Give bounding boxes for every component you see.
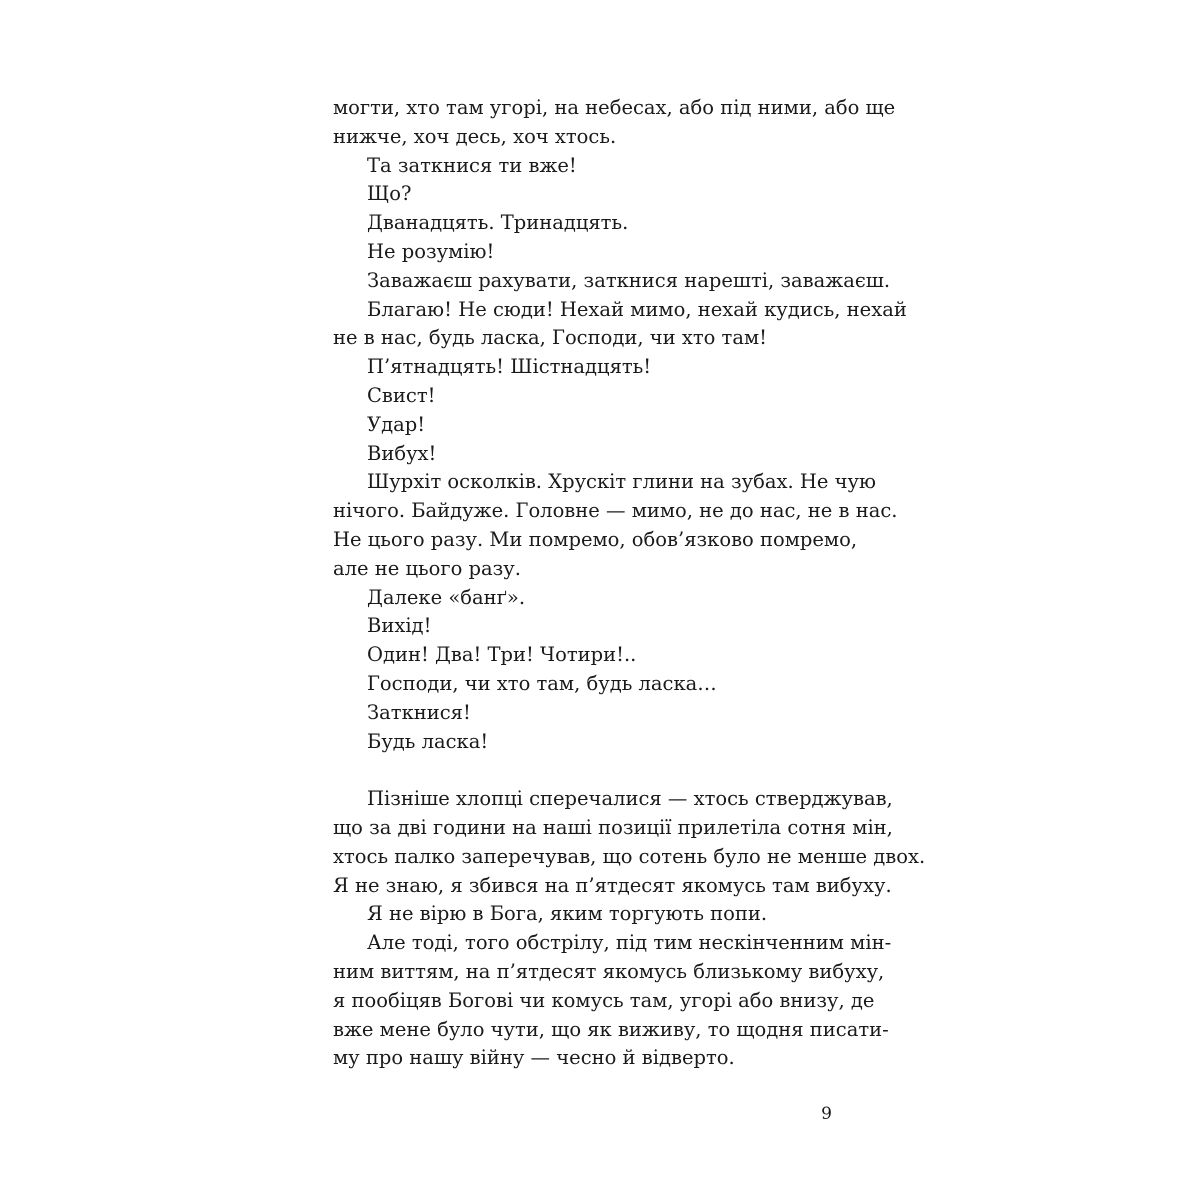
text-line: нічого. Байдуже. Головне — мимо, не до нас, не в нас. [333, 499, 898, 523]
page-number: 9 [821, 1104, 832, 1124]
text-line: Не цього разу. Ми помремо, обов’язково помремо, [333, 527, 858, 551]
text-line: Свист! [367, 383, 436, 407]
text-line: Пізніше хлопці сперечалися — хтось стверджував, [367, 787, 893, 811]
text-line: Та заткнися ти вже! [367, 153, 577, 177]
text-line: Благаю! Не сюди! Нехай мимо, нехай кудись, нехай [367, 297, 907, 321]
text-line: му про нашу війну — чесно й відверто. [333, 1046, 735, 1070]
text-line: Вибух! [367, 441, 437, 465]
text-line: Заткнися! [367, 700, 471, 724]
text-line: ним виттям, на п’ятдесят якомусь близькому вибуху, [333, 959, 885, 983]
section-break [333, 756, 833, 785]
text-line: Один! Два! Три! Чотири!.. [367, 643, 637, 667]
text-line: Я не знаю, я збився на п’ятдесят якомусь там вибуху. [333, 873, 892, 897]
text-line: нижче, хоч десь, хоч хтось. [333, 124, 617, 148]
body-text [333, 94, 926, 1073]
text-line: Далеке «банґ». [367, 585, 526, 609]
text-line: могти, хто там угорі, на небесах, або під ними, або ще [333, 96, 896, 119]
text-line: Господи, чи хто там, будь ласка… [367, 671, 717, 695]
text-line: хтось палко заперечував, що сотень було не менше двох. [333, 844, 926, 868]
text-line: не в нас, будь ласка, Господи, чи хто там! [333, 326, 767, 350]
text-line: але не цього разу. [333, 556, 521, 580]
text-line: Дванадцять. Тринадцять. [367, 211, 629, 235]
text-line: Вихід! [367, 614, 432, 638]
text-line: я пообіцяв Богові чи комусь там, угорі або внизу, де [333, 988, 875, 1012]
text-line: що за дві години на наші позиції прилетіла сотня мін, [333, 815, 893, 839]
text-line: П’ятнадцять! Шістнадцять! [367, 355, 652, 379]
text-line: Що? [367, 182, 412, 206]
text-line: Будь ласка! [367, 729, 489, 753]
text-line: Не розумію! [367, 239, 495, 263]
text-line: Я не вірю в Бога, яким торгують попи. [367, 902, 768, 926]
text-line: вже мене було чути, що як виживу, то щодня писати- [333, 1017, 889, 1041]
text-line: Але тоді, того обстрілу, під тим нескінченним мін- [367, 931, 892, 955]
text-line: Шурхіт осколків. Хрускіт глини на зубах. Не чую [367, 470, 876, 494]
text-line: Удар! [367, 412, 426, 436]
text-line: Заважаєш рахувати, заткнися нарешті, заважаєш. [367, 268, 891, 292]
